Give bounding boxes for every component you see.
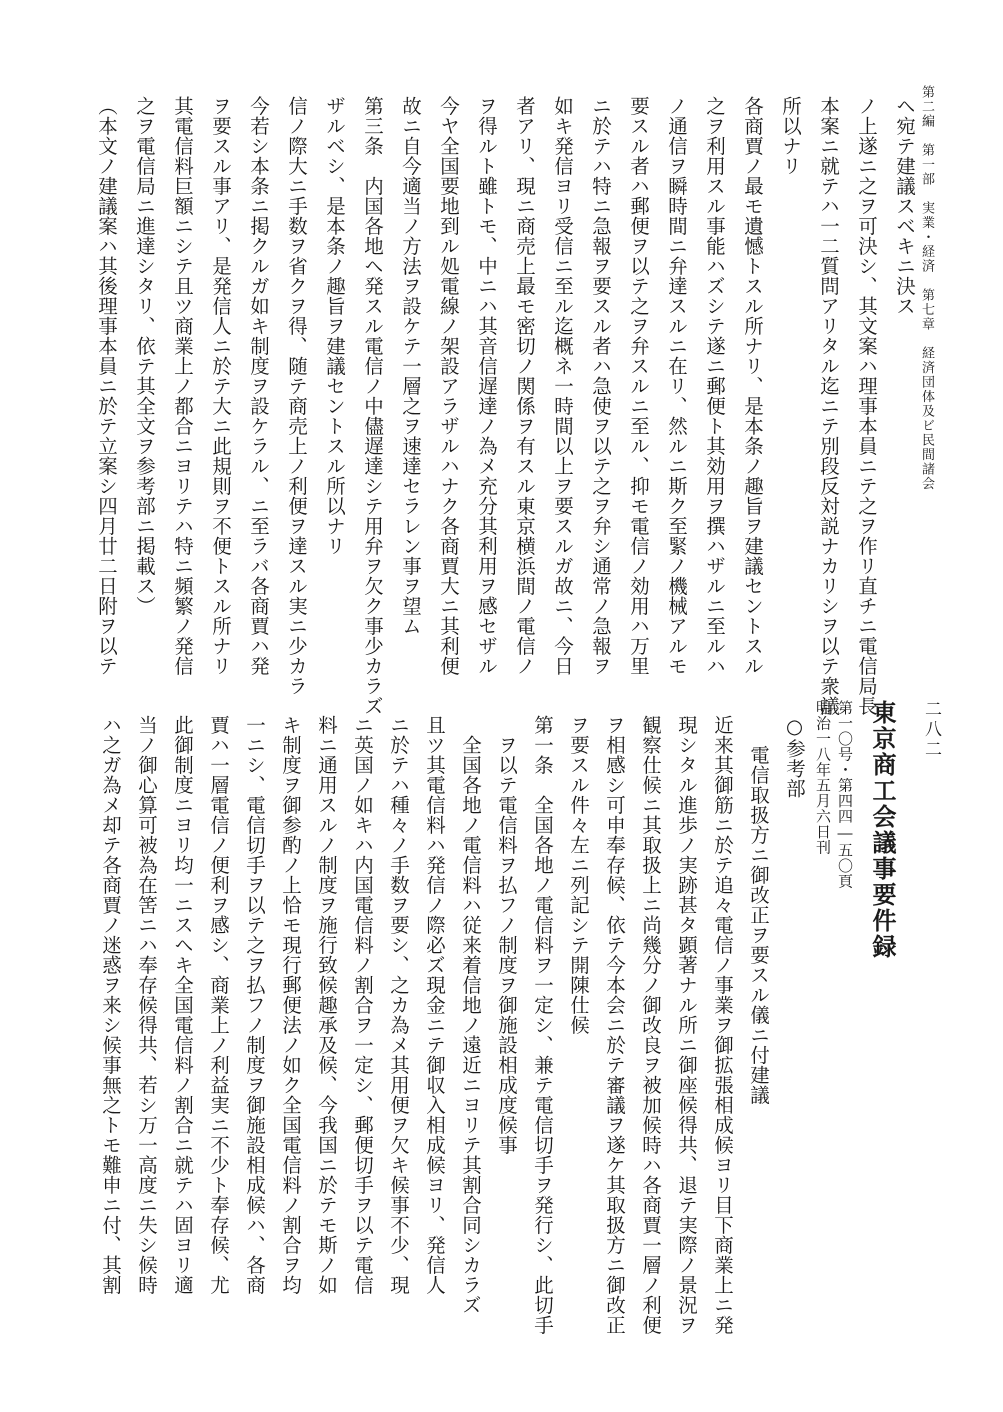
text-column: ニ於テハ特ニ急報ヲ要スル者ハ急使ヲ以テ之ヲ弁シ通常ノ急報ヲ	[589, 96, 612, 676]
text-column: 近来其御筋ニ於テ追々電信ノ事業ヲ御拡張相成候ヨリ目下商業上ニ発	[711, 715, 734, 1335]
text-column: 且ツ其電信料ハ発信ノ際必ズ現金ニテ御収入相成候ヨリ、発信人	[423, 715, 446, 1295]
text-column: ヲ相感シ可申奉存候、依テ今本会ニ於テ審議ヲ遂ケ其取扱方ニ御改正	[603, 715, 626, 1335]
text-column: ヲ要スル事アリ、是発信人ニ於テ大ニ此規則ヲ不便トスル所ナリ	[209, 96, 232, 676]
text-column: 所以ナリ	[779, 96, 802, 176]
page-number: 二八二	[921, 700, 941, 760]
proposal-title: 電信取扱方ニ御改正ヲ要スル儀ニ付建議	[747, 745, 770, 1105]
text-column: 全国各地ノ電信料ハ従来着信地ノ遠近ニヨリテ其割合同シカラズ	[459, 735, 482, 1315]
source-title: 東京商工会議事要件録	[868, 700, 897, 960]
text-column: 今若シ本条ニ掲クルガ如キ制度ヲ設ケラル、ニ至ラバ各商賈ハ発	[247, 96, 270, 676]
text-column: ニ英国ノ如キハ内国電信料ノ割合ヲ一定シ、郵便切手ヲ以テ電信	[351, 715, 374, 1295]
text-column: 本案ニ就テハ一二質問アリタル迄ニテ別段反対説ナカリシヲ以テ衆議	[817, 96, 840, 716]
source-issue: 第一〇号・第四四―五〇頁	[836, 700, 854, 889]
text-column: 賈ハ一層電信ノ便利ヲ感シ、商業上ノ利益実ニ不少ト奉存候、尤	[207, 715, 230, 1295]
text-column: ヲ得ルト雖トモ、中ニハ其音信遅達ノ為メ充分其利用ヲ感セザル	[475, 96, 498, 676]
text-column: 信ノ際大ニ手数ヲ省クヲ得、随テ商売上ノ利便ヲ達スル実ニ少カラ	[285, 96, 308, 696]
text-column: 一ニシ、電信切手ヲ以テ之ヲ払フノ制度ヲ御施設相成候ハ、各商	[243, 715, 266, 1295]
text-column: 之ヲ電信局ニ進達シタリ、依テ其全文ヲ参考部ニ掲載ス）	[133, 96, 156, 616]
text-column: 料ニ通用スルノ制度ヲ施行致候趣承及候、今我国ニ於テモ斯ノ如	[315, 715, 338, 1295]
text-column: （本文ノ建議案ハ其後理事本員ニ於テ立案シ四月廿二日附ヲ以テ	[95, 96, 118, 676]
text-column: 各商賈ノ最モ遺憾トスル所ナリ、是本条ノ趣旨ヲ建議セントスル	[741, 96, 764, 676]
text-column: 現シタル進歩ノ実跡甚タ顕著ナル所ニ御座候得共、退テ実際ノ景況ヲ	[675, 715, 698, 1335]
text-column: ノ通信ヲ瞬時間ニ弁達スルニ在リ、然ルニ斯ク至緊ノ機械アルモ	[665, 96, 688, 676]
text-column: 第一条 全国各地ノ電信料ヲ一定シ、兼テ電信切手ヲ発行シ、此切手	[531, 715, 554, 1335]
text-column: 故ニ自今適当ノ方法ヲ設ケテ一層之ヲ速達セラレン事ヲ望ム	[399, 96, 422, 636]
text-column: 観察仕候ニ其取扱上ニ尚幾分ノ御改良ヲ被加候時ハ各商賈一層ノ利便	[639, 715, 662, 1335]
source-date: 明治一八年五月六日刊	[814, 700, 832, 855]
text-column: キ制度ヲ御参酌ノ上恰モ現行郵便法ノ如ク全国電信料ノ割合ヲ均	[279, 715, 302, 1295]
running-header: 第二編 第一部 実業・経済 第七章 経済団体及ビ民間諸会	[919, 85, 934, 491]
text-column: 之ヲ利用スル事能ハズシテ遂ニ郵便ト其効用ヲ撰ハザルニ至ルハ	[703, 96, 726, 676]
section-heading: ○参考部	[783, 715, 806, 799]
text-column: ヘ宛テ建議スベキニ決ス	[893, 96, 916, 316]
text-column: 其電信料巨額ニシテ且ツ商業上ノ都合ニヨリテハ特ニ頻繁ノ発信	[171, 96, 194, 676]
text-column: 者アリ、現ニ商売上最モ密切ノ関係ヲ有スル東京横浜間ノ電信ノ	[513, 96, 536, 676]
text-column: 今ヤ全国要地到ル処電線ノ架設アラザルハナク各商賈大ニ其利便	[437, 96, 460, 676]
text-column: ノ上遂ニ之ヲ可決シ、其文案ハ理事本員ニテ之ヲ作リ直チニ電信局長	[855, 96, 878, 716]
text-column: ハ之ガ為メ却テ各商賈ノ迷惑ヲ来シ候事無之トモ難申ニ付、其割	[99, 715, 122, 1295]
text-column: 此御制度ニヨリ均一ニスヘキ全国電信料ノ割合ニ就テハ固ヨリ適	[171, 715, 194, 1295]
text-column: ヲ要スル件々左ニ列記シテ開陳仕候	[567, 715, 590, 1035]
text-column: 第三条 内国各地ヘ発スル電信ノ中儘遅達シテ用弁ヲ欠ク事少カラズ	[361, 96, 384, 716]
text-column: ザルベシ、是本条ノ趣旨ヲ建議セントスル所以ナリ	[323, 96, 346, 556]
text-column: ニ於テハ種々ノ手数ヲ要シ、之カ為メ其用便ヲ欠キ候事不少、現	[387, 715, 410, 1295]
text-column: 当ノ御心算可被為在筈ニハ奉存候得共、若シ万一高度ニ失シ候時	[135, 715, 158, 1295]
text-column: ヲ以テ電信料ヲ払フノ制度ヲ御施設相成度候事	[495, 735, 518, 1155]
text-column: 要スル者ハ郵便ヲ以テ之ヲ弁スルニ至ル、抑モ電信ノ効用ハ万里	[627, 96, 650, 676]
text-column: 如キ発信ヨリ受信ニ至ル迄概ネ一時間以上ヲ要スルガ故ニ、今日	[551, 96, 574, 676]
